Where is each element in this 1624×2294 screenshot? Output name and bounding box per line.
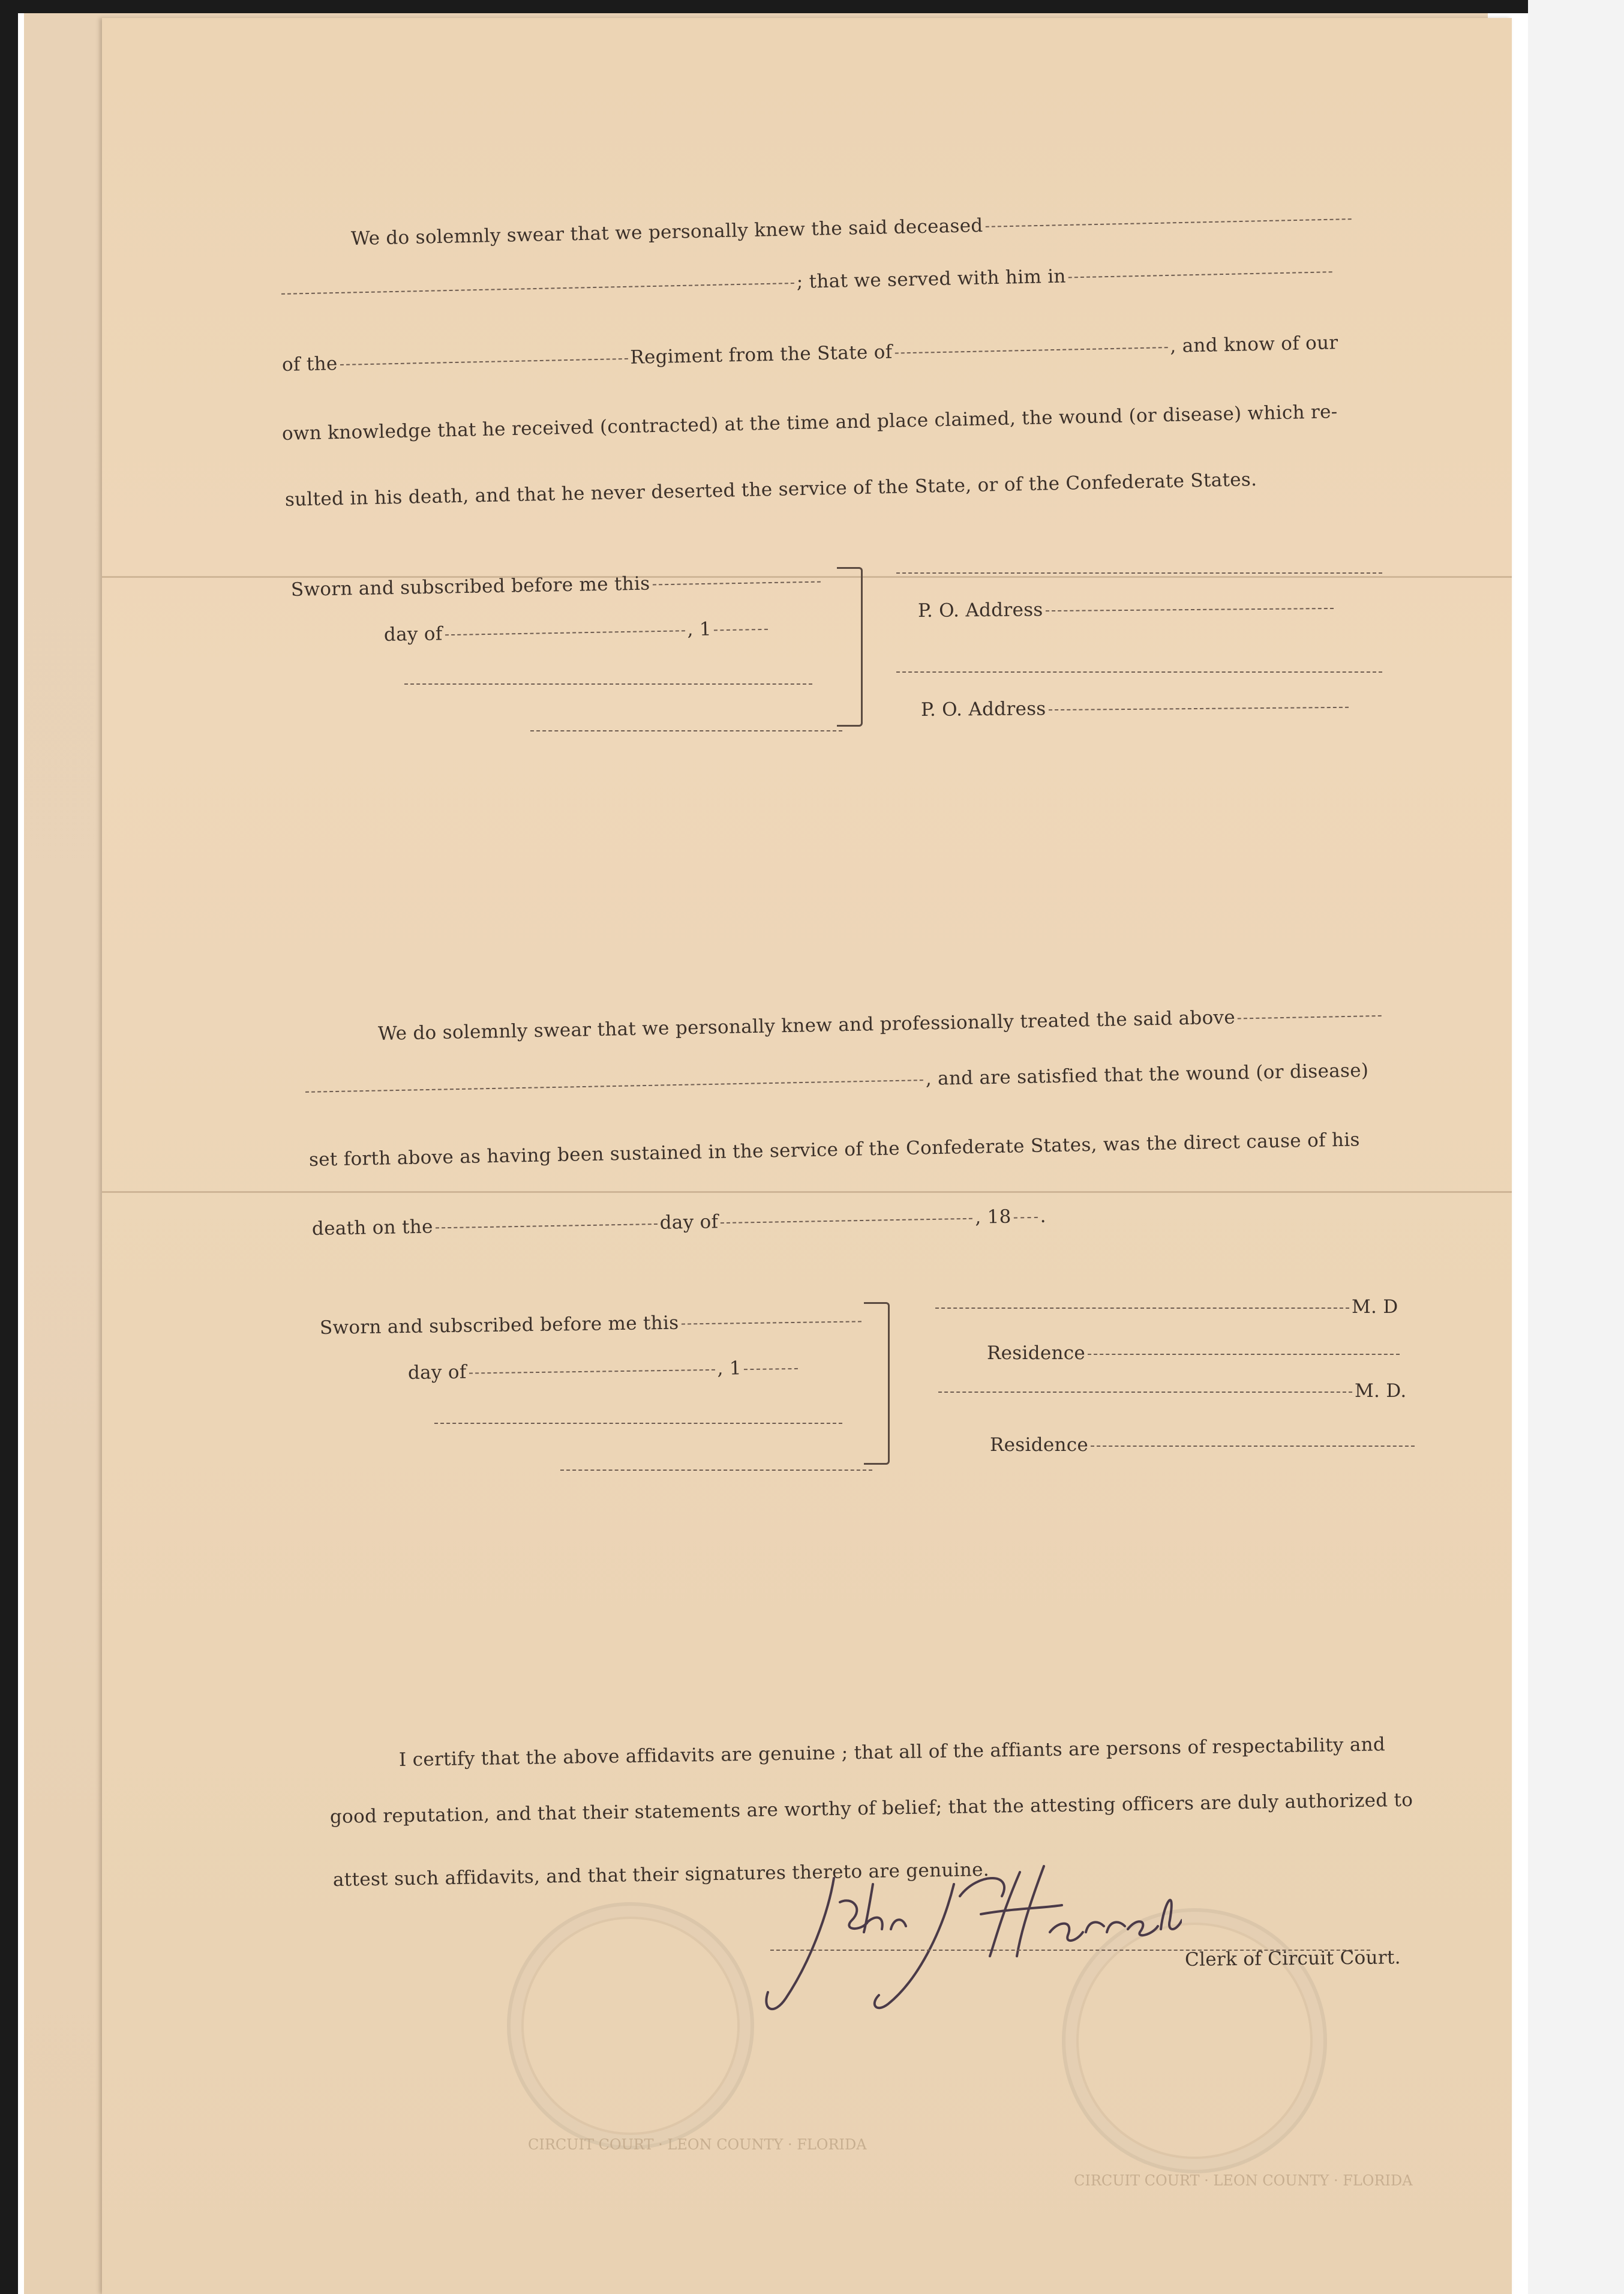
jurat1-blank-line <box>402 672 815 694</box>
physician2-residence: Residence <box>990 1434 1417 1456</box>
veteran-affidavit-line-2: ; that we served with him in <box>279 260 1335 304</box>
right-seal-text: CIRCUIT COURT · LEON COUNTY · FLORIDA <box>1074 2172 1413 2189</box>
veteran-affidavit-line-5: sulted in his death, and that he never deserted the service of the State, or of the Confederate States. <box>284 469 1257 511</box>
jurat1-bracket <box>837 567 863 727</box>
certification-line-2: good reputation, and that their statements are worthy of belief; that the attesting officers are duly authorized to <box>329 1789 1413 1828</box>
physician1-residence: Residence <box>987 1342 1402 1364</box>
jurat2-bracket <box>864 1302 890 1465</box>
jurat2-sworn: Sworn and subscribed before me this <box>320 1309 864 1339</box>
clerk-title: Clerk of Circuit Court. <box>1184 1947 1401 1971</box>
affiant1-signature-line <box>894 561 1385 583</box>
jurat2-day-of: day of , 1 <box>408 1357 800 1384</box>
physician-affidavit-line-1: We do solemnly swear that we personally knew and professionally treated the said above <box>378 1004 1385 1045</box>
physician-affidavit-line-2: , and are satisfied that the wound (or disease) <box>303 1060 1369 1102</box>
scan-frame-left <box>0 0 18 2294</box>
jurat1-officer-line <box>528 719 845 740</box>
physician2-signature: M. D. <box>936 1380 1407 1402</box>
veteran-affidavit-line-3: of the Regiment from the State of , and know of our <box>281 332 1338 376</box>
scan-frame-top <box>0 0 1624 13</box>
jurat2-officer-line <box>558 1458 875 1480</box>
veteran-affidavit-line-1: We do solemnly swear that we personally knew the said deceased <box>351 207 1354 250</box>
certification-line-1: I certify that the above affidavits are genuine ; that all of the affiants are persons of respectability and <box>398 1734 1386 1771</box>
jurat2-blank-line <box>432 1411 845 1433</box>
affiant2-po-address: P. O. Address <box>921 695 1351 721</box>
left-embossed-seal <box>507 1902 754 2149</box>
physician-affidavit-line-4: death on the day of , 18 . <box>311 1205 1047 1240</box>
left-seal-text: CIRCUIT COURT · LEON COUNTY · FLORIDA <box>528 2136 867 2153</box>
physician1-signature: M. D <box>933 1296 1398 1318</box>
affiant1-po-address: P. O. Address <box>918 596 1336 622</box>
fold-line <box>102 1191 1512 1193</box>
certification-line-3: attest such affidavits, and that their signatures thereto are genuine. <box>332 1858 990 1891</box>
jurat1-day-of: day of , 1 <box>384 617 771 646</box>
jurat1-sworn: Sworn and subscribed before me this <box>291 570 823 601</box>
affiant2-signature-line <box>894 660 1385 682</box>
veteran-affidavit-line-4: own knowledge that he received (contracted) at the time and place claimed, the wound (or disease) which re- <box>281 401 1338 445</box>
scan-background-right <box>1528 0 1624 2294</box>
physician-affidavit-line-3: set forth above as having been sustained in the service of the Confederate States, was the direct cause of his <box>308 1129 1360 1171</box>
